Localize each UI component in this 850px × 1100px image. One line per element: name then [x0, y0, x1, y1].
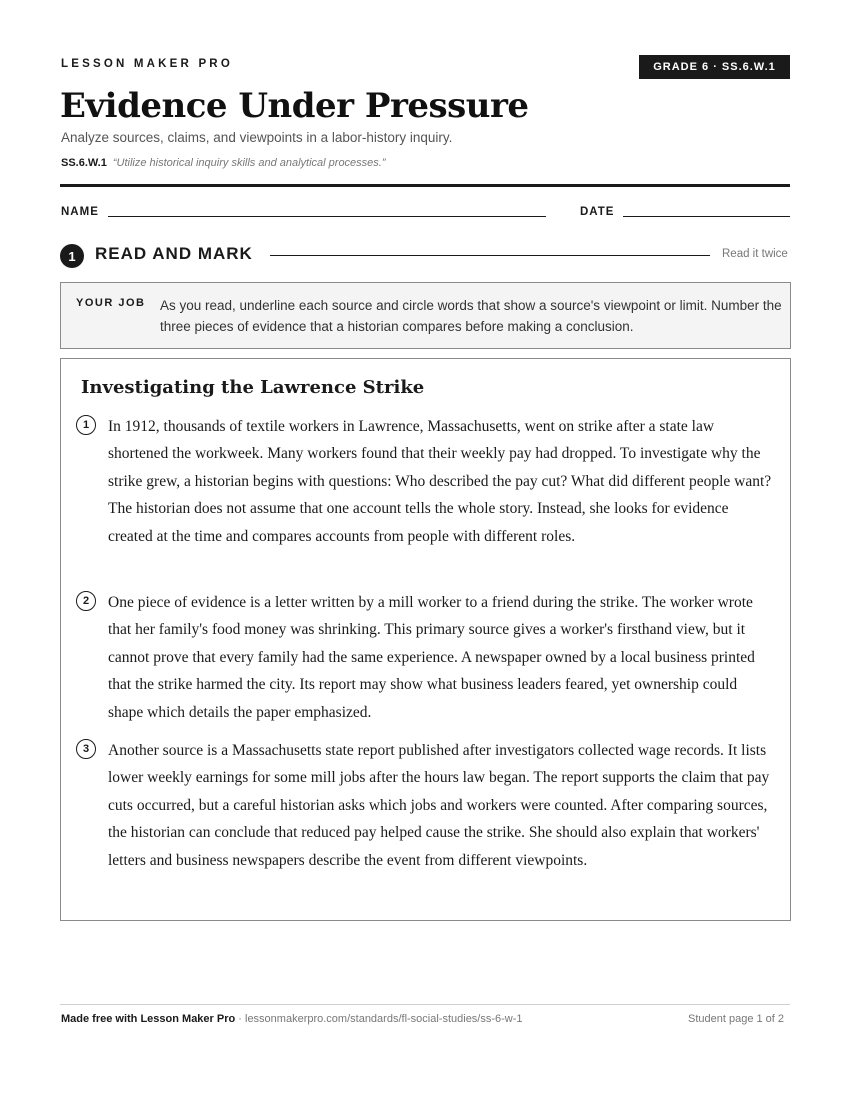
- paragraph-number: 1: [76, 415, 96, 435]
- passage-title: Investigating the Lawrence Strike: [81, 377, 425, 398]
- footer-divider: [60, 1004, 790, 1005]
- paragraph-text[interactable]: Another source is a Massachusetts state report published after investigators collected wage records. It lists lower weekly earnings for some mill jobs after the hours law began. The report supports the claim that pay cuts occurred, but a careful historian asks which jobs and workers were counted. After comparing sources, the historian can conclude that reduced pay helped cause the strike. She should also explain that workers' letters and business newspapers describe the event from different viewpoints.: [108, 742, 770, 869]
- section-divider: [270, 255, 710, 256]
- page-indicator: Student page 1 of 2: [688, 1013, 785, 1025]
- reading-passage: [60, 358, 791, 921]
- name-label: NAME: [61, 206, 99, 218]
- instructions-box: [60, 282, 791, 349]
- paragraph-text[interactable]: One piece of evidence is a letter written by a mill worker to a friend during the strike. The worker wrote that her family's food money was shrinking. This primary source gives a worker's firsthand view, but it cannot prove that every family had the same experience. A newspaper owned by a local business printed that the strike harmed the city. Its report may show what business leaders feared, yet ownership could shape which details the paper emphasized.: [108, 594, 755, 721]
- brand-name: LESSON MAKER PRO: [61, 58, 233, 70]
- section-hint: Read it twice: [722, 248, 788, 260]
- page-title: Evidence Under Pressure: [60, 86, 529, 126]
- date-field[interactable]: [623, 216, 790, 217]
- footer-brand: Made free with Lesson Maker Pro: [61, 1013, 236, 1025]
- paragraph-number: 3: [76, 739, 96, 759]
- standard-quote: “Utilize historical inquiry skills and analytical processes.”: [112, 157, 386, 169]
- standard-code: SS.6.W.1: [61, 157, 107, 169]
- paragraph-text[interactable]: In 1912, thousands of textile workers in Lawrence, Massachusetts, went on strike after a state law shortened the workweek. Many workers found that their weekly pay had dropped. To investigate why the strike grew, a historian begins with questions: Who described the pay cut? What did different people want? The historian does not assume that one account tells the whole story. Instead, she looks for evidence created at the time and compares accounts from people with different roles.: [108, 418, 772, 545]
- header-divider: [60, 184, 790, 187]
- instructions-label: YOUR JOB: [76, 297, 146, 309]
- footer-credit: [61, 1013, 523, 1025]
- section-title: READ AND MARK: [95, 244, 253, 263]
- grade-badge: GRADE 6 · SS.6.W.1: [639, 55, 790, 79]
- date-label: DATE: [580, 206, 615, 218]
- name-field[interactable]: [108, 216, 546, 217]
- footer-link[interactable]: · lessonmakerpro.com/standards/fl-social-studies/ss-6-w-1: [235, 1013, 523, 1025]
- paragraph-number: 2: [76, 591, 96, 611]
- instructions-text: As you read, underline each source and circle words that show a source's viewpoint or limit. Number the three pieces of evidence that a historian compares before making a conclusion.: [160, 298, 782, 334]
- standard-line: [61, 157, 386, 169]
- section-number-badge: 1: [60, 244, 84, 268]
- page-subtitle: Analyze sources, claims, and viewpoints in a labor-history inquiry.: [61, 130, 453, 145]
